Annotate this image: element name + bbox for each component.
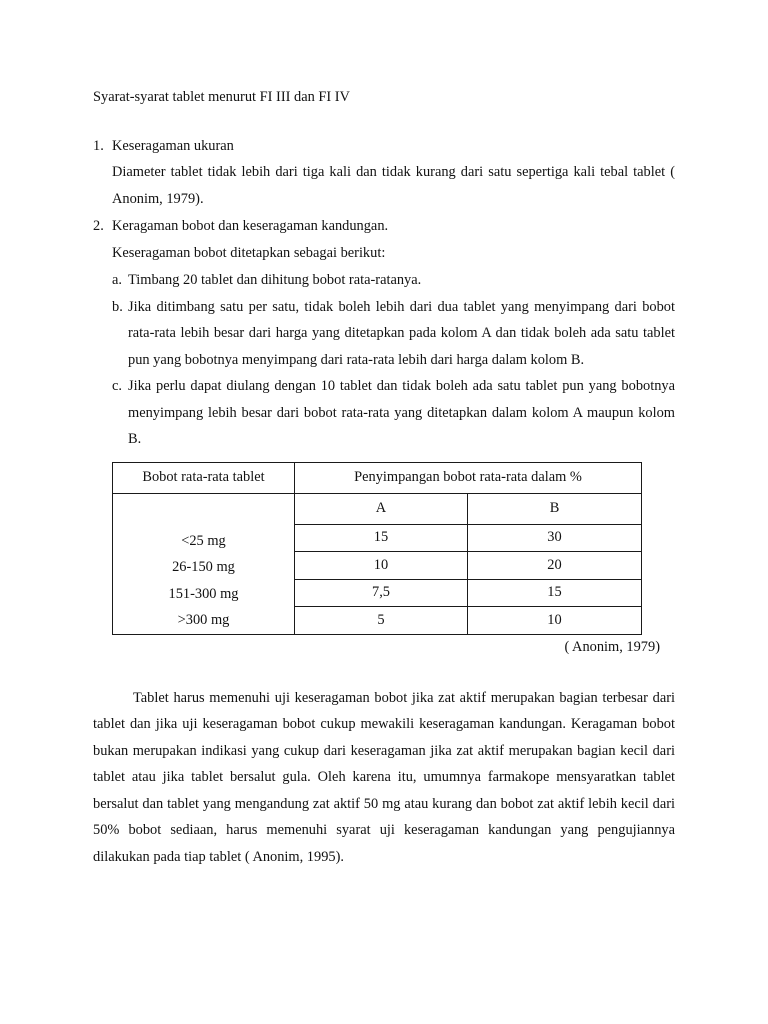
table-subheader-a: A <box>295 493 468 524</box>
table-source-citation: ( Anonim, 1979) <box>564 638 660 655</box>
table-label-stack <box>113 494 294 634</box>
table-row-label-2: 151-300 mg <box>168 585 239 602</box>
table-cell-a-2: 7,5 <box>295 579 468 607</box>
sublist-marker-c: c. <box>112 378 122 395</box>
list-marker-2: 2. <box>93 218 104 235</box>
table-cell-a-1: 10 <box>295 552 468 580</box>
table-cell-b-2: 15 <box>468 579 642 607</box>
table-row-label-0: <25 mg <box>181 532 226 549</box>
table-cell-b-1: 20 <box>468 552 642 580</box>
table-header-row-2 <box>113 493 642 524</box>
weight-deviation-table-wrapper <box>112 462 641 635</box>
numbered-list <box>93 133 675 267</box>
sublist-item-a <box>112 267 675 294</box>
table-row-label-3: >300 mg <box>177 612 230 629</box>
sublist-item-b-text: Jika ditimbang satu per satu, tidak boleh lebih dari dua tablet yang menyimpang dari bobot rata-rata lebih besar dari harga yang ditetapkan pada kolom A dan tidak boleh ada satu tablet pun yang bobotnya menyimpang dari rata-rata lebih dari harga dalam kolom B. <box>128 298 675 368</box>
table-cell-a-3: 5 <box>295 607 468 635</box>
table-cell-a-0: 15 <box>295 524 468 552</box>
table-header-left: Bobot rata-rata tablet <box>113 462 295 493</box>
list-item-2-heading: Keragaman bobot dan keseragaman kandungan. <box>112 218 389 235</box>
weight-deviation-table <box>112 462 642 635</box>
sublist-item-b <box>112 294 675 374</box>
sublist-item-a-text: Timbang 20 tablet dan dihitung bobot rata-ratanya. <box>128 272 422 289</box>
table-header-row-1 <box>113 462 642 493</box>
lettered-sublist <box>93 267 675 453</box>
list-marker-1: 1. <box>93 137 104 154</box>
list-item-2 <box>93 213 675 266</box>
sublist-item-c <box>112 373 675 453</box>
list-item-1 <box>93 133 675 213</box>
table-cell-b-3: 10 <box>468 607 642 635</box>
table-subheader-b: B <box>468 493 642 524</box>
table-cell-b-0: 30 <box>468 524 642 552</box>
table-row-label-1: 26-150 mg <box>172 559 235 576</box>
list-item-2-intro: Keseragaman bobot ditetapkan sebagai berikut: <box>112 244 386 261</box>
table-label-column <box>113 493 295 634</box>
page-title: Syarat-syarat tablet menurut FI III dan FI IV <box>93 89 350 105</box>
closing-paragraph: Tablet harus memenuhi uji keseragaman bobot jika zat aktif merupakan bagian terbesar dari tablet dan jika uji keseragaman bobot cukup mewakili keseragaman kandungan. Keragaman bobot bukan merupakan indikasi yang cukup dari keseragaman jika zat aktif merupakan bagian kecil dari tablet atau jika tablet bersalut gula. Oleh karena itu, umumnya farmakope mensyaratkan tablet bersalut dan tablet yang mengandung zat aktif 50 mg atau kurang dan bobot zat aktif lebih kecil dari 50% bobot sediaan, harus memenuhi syarat uji keseragaman kandungan yang pengujiannya dilakukan pada tiap tablet ( Anonim, 1995). <box>93 689 675 865</box>
sublist-item-c-text: Jika perlu dapat diulang dengan 10 tablet dan tidak boleh ada satu tablet pun yang bobotnya menyimpang lebih besar dari bobot rata-rata yang ditetapkan dalam kolom A maupun kolom B. <box>128 378 675 448</box>
table-header-right-span: Penyimpangan bobot rata-rata dalam % <box>295 462 642 493</box>
sublist-marker-a: a. <box>112 272 122 289</box>
sublist-marker-b: b. <box>112 298 123 315</box>
list-item-1-heading: Keseragaman ukuran <box>112 137 234 154</box>
list-item-1-body: Diameter tablet tidak lebih dari tiga kali dan tidak kurang dari satu sepertiga kali tebal tablet ( Anonim, 1979). <box>112 164 675 207</box>
